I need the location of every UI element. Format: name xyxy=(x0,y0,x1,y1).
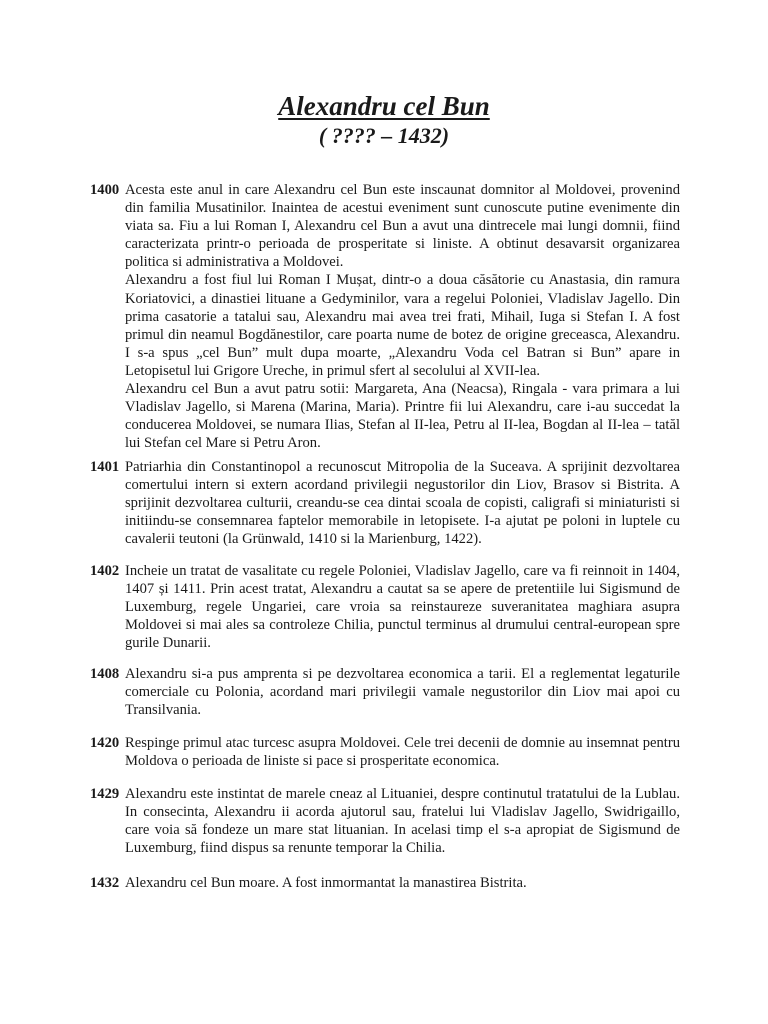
timeline-entry-1420 xyxy=(90,734,680,770)
timeline-entry-1432 xyxy=(90,874,680,892)
entry-year: 1402 xyxy=(90,563,120,579)
entry-paragraph: Alexandru cel Bun a avut patru sotii: Margareta, Ana (Neacsa), Ringala - vara primara a lui Vladislav Jagello, si Marena (Marina, Maria). Printre fii lui Alexandru, care i-au succedat la conducerea Moldovei, se numara Ilias, Stefan al II-lea, Petru al II-lea, Bogdan al II-lea – tatăl lui Stefan cel Mare si Petru Aron. xyxy=(125,381,680,452)
entry-paragraph: Acesta este anul in care Alexandru cel Bun este inscaunat domnitor al Moldovei, provenind din familia Musatinilor. Inaintea de acestui eveniment sunt cunoscute putine evenimente din viata sa. Fiu a lui Roman I, Alexandru cel Bun a avut una dintrecele mai lungi domnii, fiind caracterizata printr-o perioada de prosperitate si liniste. A obtinut desavarsit organizarea politica si administrativa a Moldovei. xyxy=(125,182,680,271)
timeline-entry-1408 xyxy=(90,665,680,719)
entry-paragraph: Alexandru si-a pus amprenta si pe dezvoltarea economica a tarii. El a reglementat legaturile comerciale cu Polonia, acordand mari privilegii vamale negustorilor din Liov mai apoi cu Transilvania. xyxy=(125,666,680,719)
entry-year: 1429 xyxy=(90,786,120,802)
entry-body xyxy=(125,665,680,719)
entry-year: 1420 xyxy=(90,735,120,751)
entry-year: 1432 xyxy=(90,875,120,891)
entry-paragraph: Incheie un tratat de vasalitate cu regele Poloniei, Vladislav Jagello, care va fi reinnoit in 1404, 1407 și 1411. Prin acest tratat, Alexandru a cautat sa se apere de pretentiile lui Sigismund de Luxemburg, regele Ungariei, care vroia sa reinstaureze suveranitatea maghiara asupra Moldovei si mai ales sa controleze Chilia, punctul terminus al drumului central-european spre gurile Dunarii. xyxy=(125,563,680,652)
entry-paragraph: Alexandru este instintat de marele cneaz al Lituaniei, despre continutul tratatului de la Lublau. In consecinta, Alexandru ii acorda ajutorul sau, fratelui lui Vladislav Jagello, Swidrigaillo, care voia să fondeze un mare stat lituanian. In acelasi timp el s-a apropiat de Sigismund de Luxemburg, fiind dispus sa renunte temporar la Chilia. xyxy=(125,786,680,857)
entry-paragraph: Respinge primul atac turcesc asupra Moldovei. Cele trei decenii de domnie au insemnat pentru Moldova o perioada de liniste si pace si prosperitate economica. xyxy=(125,735,680,770)
timeline-entry-1400 xyxy=(90,181,680,452)
entry-year: 1400 xyxy=(90,182,120,198)
page-title: Alexandru cel Bun xyxy=(278,91,490,121)
timeline-entry-1401 xyxy=(90,458,680,548)
timeline-entry-1402 xyxy=(90,562,680,652)
entry-paragraph: Patriarhia din Constantinopol a recunoscut Mitropolia de la Suceava. A sprijinit dezvoltarea comertului intern si extern acordand privilegii negustorilor din Liov, Brasov si Bistrita. A sprijinit dezvoltarea culturii, creandu-se cea dintai scoala de copisti, caligrafi si miniaturisti si initiindu-se consemnarea faptelor memorabile in letopisete. I-a ajutat pe poloni in luptele cu cavalerii teutoni (la Grünwald, 1410 si la Marienburg, 1422). xyxy=(125,459,680,548)
entry-year: 1408 xyxy=(90,666,120,682)
entry-year: 1401 xyxy=(90,459,120,475)
entry-body xyxy=(125,734,680,770)
entry-paragraph: Alexandru a fost fiul lui Roman I Mușat, dintr-o a doua căsătorie cu Anastasia, din ramura Koriatovici, a dinastiei lituane a Gedyminilor, vara a regelui Poloniei, Vladislav Jagello. Din prima casatorie a tatalui sau, Alexandru mai avea trei frati, Mihail, Iuga si Stefan I. A fost primul din neamul Bogdănestilor, care poarta nume de botez de origine greceasca, Alexandru. I s-a spus „cel Bun” mult dupa moarte, „Alexandru Voda cel Batran si Bun” apare in Letopisetul lui Grigore Ureche, in primul sfert al secolului al XVII-lea. xyxy=(125,272,680,379)
entry-body xyxy=(125,785,680,857)
entry-body xyxy=(125,458,680,548)
page-subtitle: ( ???? – 1432) xyxy=(318,123,450,148)
entry-body xyxy=(125,562,680,652)
entry-paragraph: Alexandru cel Bun moare. A fost inmormantat la manastirea Bistrita. xyxy=(125,875,527,891)
entry-body xyxy=(125,181,680,452)
timeline-entry-1429 xyxy=(90,785,680,857)
entry-body xyxy=(125,874,680,892)
